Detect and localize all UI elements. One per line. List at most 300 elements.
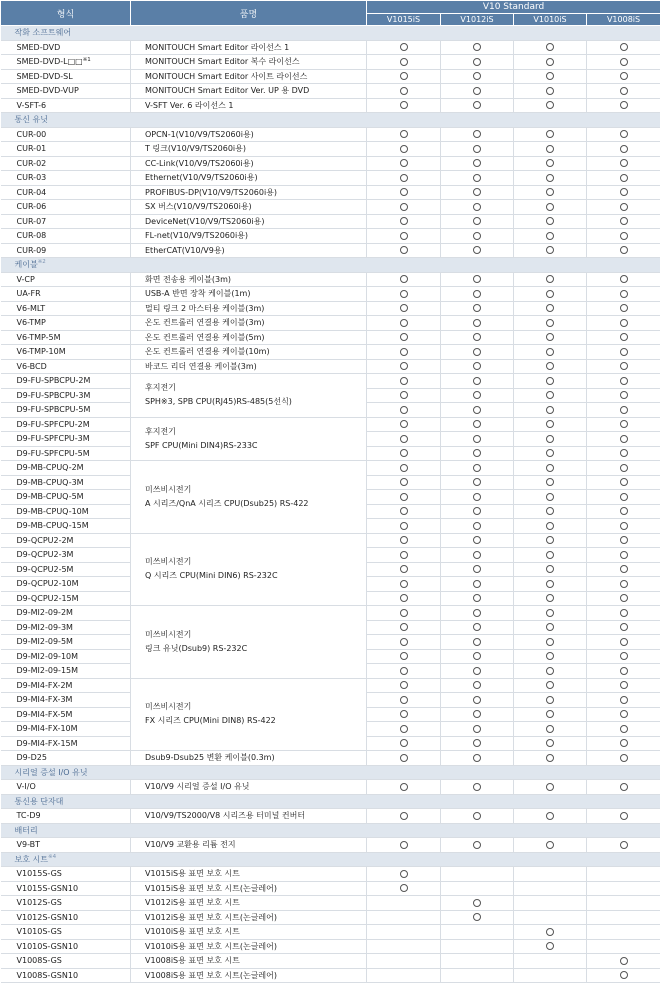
support-cell-v1015is [367,345,441,360]
support-cell-v1008is [587,301,660,316]
supported-circle-icon [400,493,408,501]
supported-circle-icon [400,319,408,327]
supported-circle-icon [546,188,554,196]
section-header [1,765,660,780]
supported-circle-icon [546,232,554,240]
support-cell-v1015is [367,171,441,186]
type-code: D9-QCPU2-5M [16,564,74,574]
table-row [1,229,660,244]
supported-circle-icon [546,841,554,849]
support-cell-v1008is [587,867,660,882]
support-cell-v1008is [587,98,660,113]
support-cell-v1008is [587,533,660,548]
supported-circle-icon [620,464,628,472]
supported-circle-icon [473,101,481,109]
support-cell-v1008is [587,374,660,389]
type-cell [1,722,131,737]
product-name: V1008iS용 표면 보호 시트(논글레어) [131,968,367,983]
type-code: SMED-DVD-L□□ [16,57,83,67]
supported-circle-icon [473,522,481,530]
type-cell [1,519,131,534]
support-cell-v1012is [441,446,514,461]
supported-circle-icon [400,159,408,167]
table-row [1,881,660,896]
supported-circle-icon [546,928,554,936]
type-code: V1015S-GSN10 [16,883,79,893]
supported-circle-icon [546,58,554,66]
support-cell-v1008is [587,446,660,461]
support-cell-v1008is [587,243,660,258]
support-cell-v1015is [367,475,441,490]
support-cell-v1010is [514,954,587,969]
header-model: V1015iS [367,14,441,26]
type-cell [1,301,131,316]
support-cell-v1010is [514,780,587,795]
support-cell-v1010is [514,229,587,244]
support-cell-v1012is [441,200,514,215]
supported-circle-icon [400,478,408,486]
supported-circle-icon [473,391,481,399]
support-cell-v1008is [587,707,660,722]
supported-circle-icon [546,435,554,443]
support-cell-v1010is [514,751,587,766]
support-cell-v1010is [514,664,587,679]
table-row [1,243,660,258]
supported-circle-icon [620,87,628,95]
support-cell-v1008is [587,751,660,766]
support-cell-v1008is [587,649,660,664]
type-code: CUR-00 [16,129,47,139]
supported-circle-icon [400,551,408,559]
support-cell-v1012is [441,69,514,84]
supported-circle-icon [473,725,481,733]
support-cell-v1010is [514,533,587,548]
support-cell-v1015is [367,403,441,418]
support-cell-v1010is [514,98,587,113]
support-cell-v1015is [367,751,441,766]
header-name: 품명 [131,1,367,26]
supported-circle-icon [473,130,481,138]
section-label: 작화 소프트웨어 [14,28,72,38]
cable-description: 링크 유닛(Dsub9) RS-232C [145,643,248,653]
support-cell-v1012is [441,432,514,447]
supported-circle-icon [546,696,554,704]
support-cell-v1008is [587,490,660,505]
table-row [1,838,660,853]
supported-circle-icon [400,464,408,472]
product-name: V10/V9 교환용 리튬 전지 [131,838,367,853]
support-cell-v1015is [367,591,441,606]
supported-circle-icon [546,623,554,631]
supported-circle-icon [620,377,628,385]
type-code: V6-BCD [16,361,47,371]
support-cell-v1012is [441,881,514,896]
section-header [1,852,660,867]
type-code: V1012S-GS [16,898,62,908]
product-name: FL-net(V10/V9/TS2060i용) [131,229,367,244]
support-cell-v1008is [587,736,660,751]
support-cell-v1012is [441,229,514,244]
supported-circle-icon [546,652,554,660]
supported-circle-icon [400,72,408,80]
maker-name: 후지전기 [145,426,176,436]
type-cell [1,548,131,563]
section-label: 시리얼 증설 I/O 유닛 [14,767,88,777]
type-cell [1,69,131,84]
support-cell-v1015is [367,664,441,679]
supported-circle-icon [546,377,554,385]
type-code: D9-MB-CPUQ-15M [16,521,89,531]
type-cell [1,142,131,157]
type-cell [1,939,131,954]
type-code: D9-MI4-FX-10M [16,724,78,734]
table-row [1,751,660,766]
type-code: CUR-06 [16,202,47,212]
supported-circle-icon [620,971,628,979]
support-cell-v1015is [367,272,441,287]
product-name: V1010iS용 표면 보호 시트(논글레어) [131,939,367,954]
support-cell-v1010is [514,84,587,99]
type-code: V1015S-GS [16,869,62,879]
support-cell-v1010is [514,403,587,418]
support-cell-v1010is [514,185,587,200]
type-code: D9-FU-SPFCPU-2M [16,419,90,429]
support-cell-v1008is [587,69,660,84]
support-cell-v1015is [367,577,441,592]
supported-circle-icon [473,43,481,51]
supported-circle-icon [620,145,628,153]
support-cell-v1012is [441,490,514,505]
supported-circle-icon [546,348,554,356]
supported-circle-icon [400,623,408,631]
section-label: 통신 유닛 [14,115,48,125]
supported-circle-icon [546,942,554,950]
support-cell-v1010is [514,519,587,534]
support-cell-v1008is [587,229,660,244]
product-name: Dsub9-Dsub25 변환 케이블(0.3m) [131,751,367,766]
section-label: 배터리 [14,825,38,835]
supported-circle-icon [473,188,481,196]
supported-circle-icon [546,43,554,51]
support-cell-v1012is [441,214,514,229]
support-cell-v1008is [587,925,660,940]
type-cell [1,809,131,824]
type-cell [1,954,131,969]
support-cell-v1012is [441,272,514,287]
type-code: D9-MI2-09-5M [16,637,73,647]
supported-circle-icon [620,203,628,211]
support-cell-v1015is [367,98,441,113]
support-cell-v1008is [587,359,660,374]
section-title [1,258,660,273]
supported-circle-icon [473,217,481,225]
supported-circle-icon [400,754,408,762]
cable-description: SPH※3, SPB CPU(RJ45)RS-485(5선식) [145,397,292,407]
type-code: D9-MI4-FX-5M [16,709,73,719]
type-cell [1,533,131,548]
support-cell-v1010is [514,388,587,403]
product-name [131,417,367,461]
type-code: D9-MI4-FX-3M [16,695,73,705]
type-cell [1,591,131,606]
support-cell-v1012is [441,838,514,853]
type-cell [1,316,131,331]
type-code: V6-TMP-10M [16,347,66,357]
support-cell-v1015is [367,461,441,476]
supported-circle-icon [400,304,408,312]
support-cell-v1008is [587,896,660,911]
supported-circle-icon [473,246,481,254]
table-row [1,925,660,940]
supported-circle-icon [620,812,628,820]
support-cell-v1010is [514,968,587,983]
support-cell-v1012is [441,809,514,824]
supported-circle-icon [400,43,408,51]
support-cell-v1010is [514,171,587,186]
supported-circle-icon [620,348,628,356]
type-cell [1,504,131,519]
support-cell-v1008is [587,200,660,215]
supported-circle-icon [546,174,554,182]
type-code: V9-BT [16,840,41,850]
support-cell-v1012is [441,867,514,882]
table-row [1,374,660,389]
type-code: V6-MLT [16,303,46,313]
support-cell-v1010is [514,127,587,142]
section-label: 통신용 단자대 [14,796,64,806]
support-cell-v1012is [441,678,514,693]
support-cell-v1012is [441,722,514,737]
support-cell-v1015is [367,896,441,911]
supported-circle-icon [620,507,628,515]
supported-circle-icon [473,464,481,472]
supported-circle-icon [620,72,628,80]
product-name [131,374,367,418]
supported-circle-icon [473,420,481,428]
support-cell-v1010is [514,374,587,389]
support-cell-v1010is [514,55,587,70]
support-cell-v1015is [367,374,441,389]
support-cell-v1015is [367,533,441,548]
supported-circle-icon [620,710,628,718]
type-code: V1008S-GSN10 [16,970,79,980]
support-cell-v1015is [367,142,441,157]
type-cell [1,606,131,621]
supported-circle-icon [546,464,554,472]
section-header [1,823,660,838]
supported-circle-icon [473,174,481,182]
product-name: SX 버스(V10/V9/TS2060i용) [131,200,367,215]
table-row [1,214,660,229]
support-cell-v1015is [367,620,441,635]
cable-description: A 시리즈/QnA 시리즈 CPU(Dsub25) RS-422 [145,498,309,508]
support-cell-v1008is [587,272,660,287]
product-name: V1012iS용 표면 보호 시트(논글레어) [131,910,367,925]
product-name: DeviceNet(V10/V9/TS2060i용) [131,214,367,229]
supported-circle-icon [400,536,408,544]
supported-circle-icon [620,174,628,182]
product-name: V1008iS용 표면 보호 시트 [131,954,367,969]
supported-circle-icon [400,710,408,718]
support-cell-v1008is [587,417,660,432]
type-code: D9-D25 [16,753,47,763]
support-cell-v1015is [367,809,441,824]
supported-circle-icon [546,478,554,486]
supported-circle-icon [546,391,554,399]
supported-circle-icon [473,406,481,414]
supported-circle-icon [620,841,628,849]
support-cell-v1015is [367,200,441,215]
maker-name: 미쓰비시전기 [145,557,192,567]
supported-circle-icon [620,304,628,312]
supported-circle-icon [620,957,628,965]
support-cell-v1010is [514,475,587,490]
type-code: D9-MB-CPUQ-2M [16,463,84,473]
support-cell-v1008is [587,548,660,563]
supported-circle-icon [620,217,628,225]
support-cell-v1010is [514,156,587,171]
supported-circle-icon [473,333,481,341]
type-code: SMED-DVD [16,42,61,52]
supported-circle-icon [546,449,554,457]
support-cell-v1015is [367,40,441,55]
type-cell [1,432,131,447]
header-model: V1010iS [514,14,587,26]
supported-circle-icon [400,232,408,240]
support-cell-v1012is [441,693,514,708]
type-code: V6-TMP-5M [16,332,61,342]
supported-circle-icon [400,101,408,109]
support-cell-v1012is [441,925,514,940]
type-code: D9-MI2-09-15M [16,666,79,676]
supported-circle-icon [620,406,628,414]
type-code: D9-MI4-FX-2M [16,680,73,690]
product-name: USB-A 반면 장착 케이블(1m) [131,287,367,302]
supported-circle-icon [546,551,554,559]
table-row [1,55,660,70]
supported-circle-icon [400,275,408,283]
supported-circle-icon [473,652,481,660]
supported-circle-icon [546,681,554,689]
support-cell-v1008is [587,693,660,708]
product-name: 화면 전송용 케이블(3m) [131,272,367,287]
supported-circle-icon [620,435,628,443]
supported-circle-icon [473,565,481,573]
supported-circle-icon [620,551,628,559]
support-cell-v1008is [587,185,660,200]
supported-circle-icon [546,290,554,298]
support-cell-v1012is [441,577,514,592]
support-cell-v1010is [514,287,587,302]
support-cell-v1015is [367,519,441,534]
supported-circle-icon [546,130,554,138]
type-code: D9-MI2-09-10M [16,651,79,661]
support-cell-v1012is [441,475,514,490]
table-row [1,98,660,113]
support-cell-v1015is [367,968,441,983]
support-cell-v1008is [587,809,660,824]
support-cell-v1015is [367,910,441,925]
support-cell-v1008is [587,142,660,157]
support-cell-v1015is [367,838,441,853]
type-code: TC-D9 [16,811,41,821]
supported-circle-icon [546,246,554,254]
type-code: CUR-03 [16,173,47,183]
table-row [1,359,660,374]
supported-circle-icon [620,449,628,457]
type-cell [1,490,131,505]
support-cell-v1015is [367,490,441,505]
support-cell-v1012is [441,171,514,186]
supported-circle-icon [546,812,554,820]
table-row [1,156,660,171]
product-name: 바코드 리더 연결용 케이블(3m) [131,359,367,374]
supported-circle-icon [400,652,408,660]
table-body [1,26,660,983]
product-name: EtherCAT(V10/V9용) [131,243,367,258]
supported-circle-icon [473,681,481,689]
support-cell-v1008is [587,287,660,302]
type-cell [1,649,131,664]
supported-circle-icon [473,739,481,747]
support-cell-v1012is [441,968,514,983]
type-code: D9-FU-SPFCPU-3M [16,434,90,444]
support-cell-v1008is [587,461,660,476]
type-code: V1008S-GS [16,956,62,966]
supported-circle-icon [473,638,481,646]
support-cell-v1015is [367,388,441,403]
table-row [1,142,660,157]
supported-circle-icon [620,594,628,602]
supported-circle-icon [620,478,628,486]
type-code: CUR-07 [16,216,47,226]
support-cell-v1008is [587,475,660,490]
type-code: V1010S-GS [16,927,62,937]
type-cell [1,620,131,635]
support-cell-v1008is [587,504,660,519]
table-row [1,533,660,548]
support-cell-v1008is [587,40,660,55]
support-cell-v1008is [587,664,660,679]
supported-circle-icon [473,348,481,356]
type-cell [1,229,131,244]
support-cell-v1010is [514,200,587,215]
supported-circle-icon [473,159,481,167]
support-cell-v1010is [514,707,587,722]
type-code: D9-FU-SPBCPU-3M [16,390,91,400]
support-cell-v1012is [441,98,514,113]
supported-circle-icon [620,275,628,283]
support-cell-v1008is [587,403,660,418]
supported-circle-icon [473,667,481,675]
table-row [1,301,660,316]
support-cell-v1010is [514,910,587,925]
support-cell-v1008is [587,84,660,99]
supported-circle-icon [400,188,408,196]
type-code: V-SFT-6 [16,100,47,110]
type-cell [1,417,131,432]
type-cell [1,461,131,476]
support-cell-v1008is [587,562,660,577]
support-cell-v1015is [367,185,441,200]
supported-circle-icon [473,362,481,370]
supported-circle-icon [620,522,628,530]
table-row [1,40,660,55]
supported-circle-icon [400,580,408,588]
support-cell-v1010is [514,432,587,447]
supported-circle-icon [400,130,408,138]
supported-circle-icon [400,884,408,892]
